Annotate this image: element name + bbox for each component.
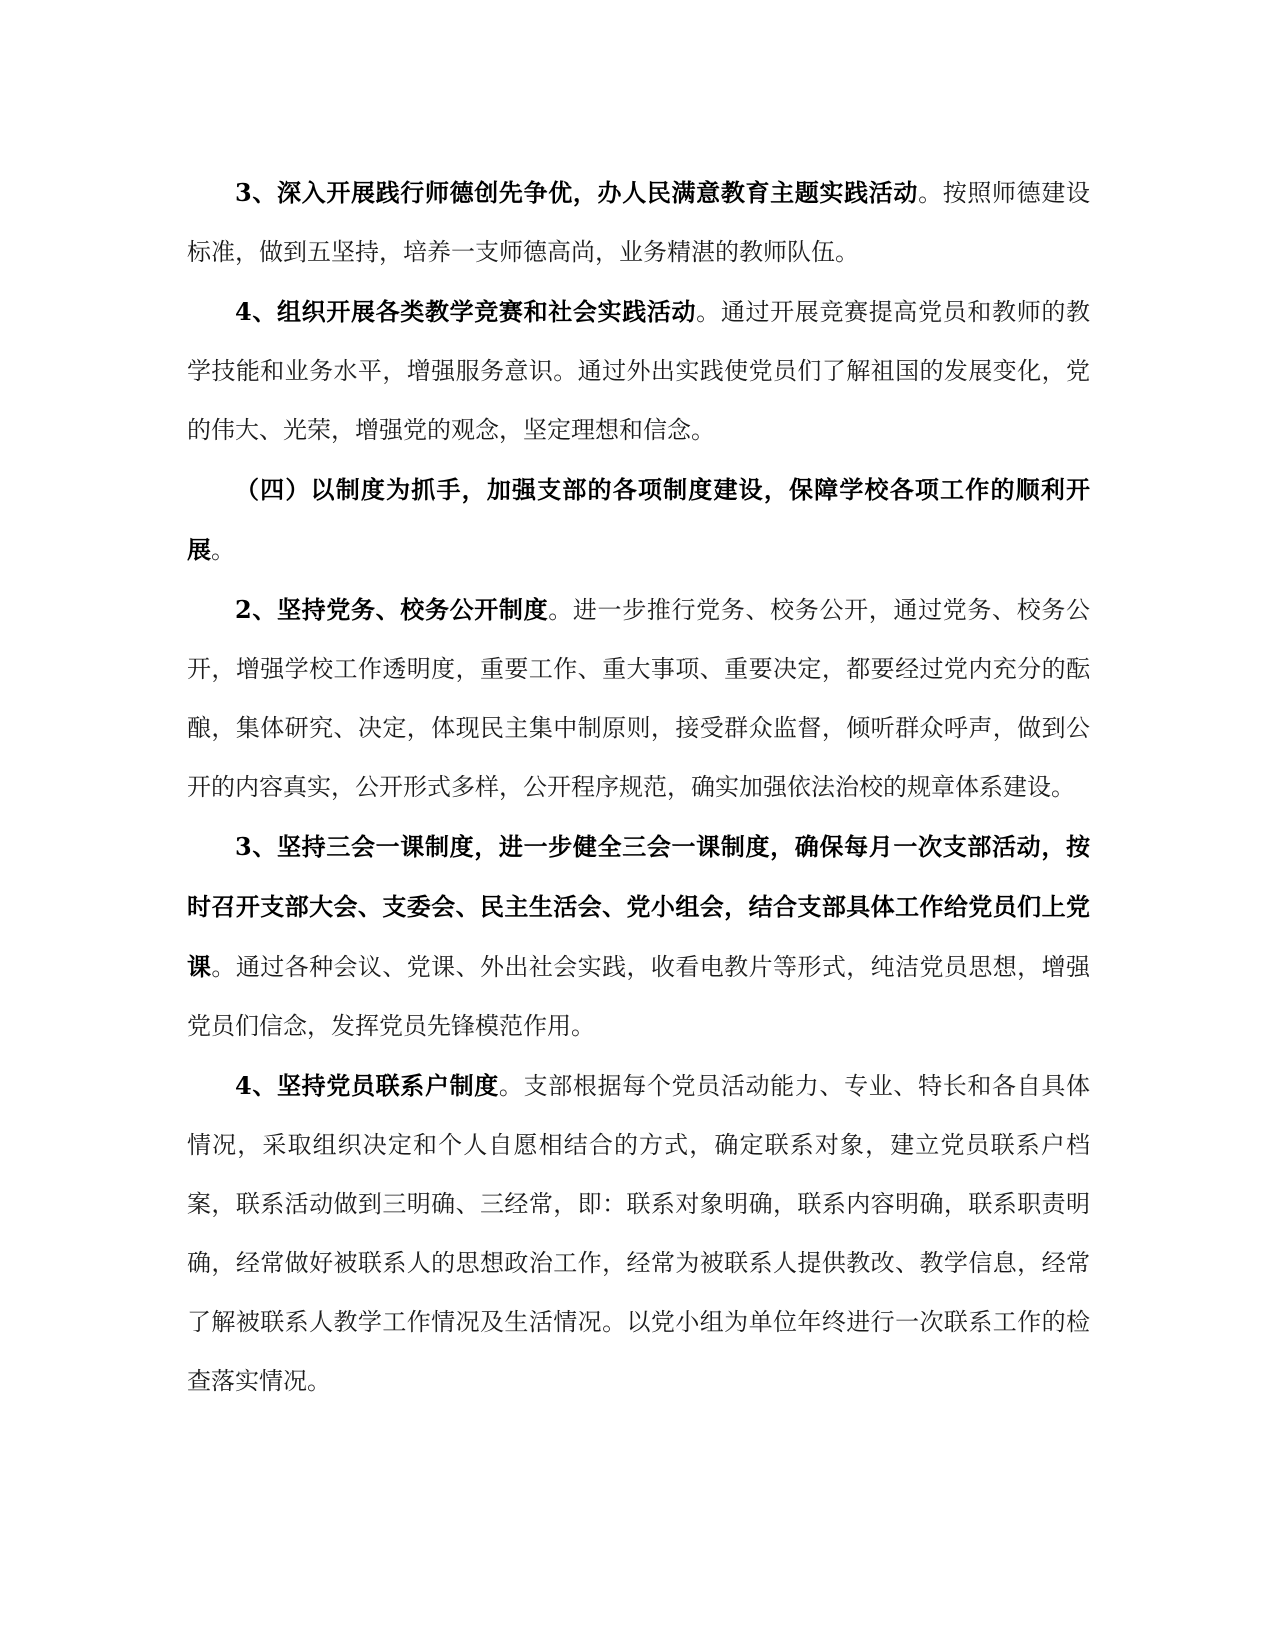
paragraph-heading: 3、坚持三会一课制度，进一步健全三会一课制度，确保每月一次支部活动，按时召开支部大会、支委会、民主生活会、党小组会，结合支部具体工作给党员们上党课 bbox=[187, 832, 1090, 981]
paragraph-text: 。通过各种会议、党课、外出社会实践，收看电教片等形式，纯洁党员思想，增强党员们信念，发挥党员先锋模范作用。 bbox=[187, 953, 1091, 1040]
paragraph-three-meetings bbox=[187, 817, 1090, 1056]
paragraph-competitions bbox=[187, 282, 1090, 460]
paragraph-heading: 4、组织开展各类教学竞赛和社会实践活动 bbox=[235, 297, 697, 326]
document-body bbox=[187, 163, 1090, 1411]
paragraph-text: 。支部根据每个党员活动能力、专业、特长和各自具体情况，采取组织决定和个人自愿相结合的方式，确定联系对象，建立党员联系户档案，联系活动做到三明确、三经常，即：联系对象明确，联系内容明确，联系职责明确，经常做好被联系人的思想政治工作，经常为被联系人提供教改、教学信息，经常了解被联系人教学工作情况及生活情况。以党小组为单位年终进行一次联系工作的检查落实情况。 bbox=[187, 1072, 1091, 1395]
section-heading-systems bbox=[187, 460, 1090, 580]
paragraph-text: 。进一步推行党务、校务公开，通过党务、校务公开，增强学校工作透明度，重要工作、重大事项、重要决定，都要经过党内充分的酝酿，集体研究、决定，体现民主集中制原则，接受群众监督，倾听群众呼声，做到公开的内容真实，公开形式多样，公开程序规范，确实加强依法治校的规章体系建设。 bbox=[187, 596, 1091, 801]
paragraph-heading: 2、坚持党务、校务公开制度 bbox=[235, 595, 549, 624]
section-heading: （四）以制度为抓手，加强支部的各项制度建设，保障学校各项工作的顺利开展 bbox=[187, 475, 1090, 564]
paragraph-text: 。按照师德建设标准，做到五坚持，培养一支师德高尚，业务精湛的教师队伍。 bbox=[187, 179, 1090, 266]
paragraph-member-contact bbox=[187, 1056, 1090, 1411]
paragraph-teacher-ethics bbox=[187, 163, 1090, 282]
paragraph-heading: 4、坚持党员联系户制度 bbox=[235, 1071, 499, 1100]
paragraph-public-affairs bbox=[187, 580, 1090, 817]
paragraph-heading: 3、深入开展践行师德创先争优，办人民满意教育主题实践活动 bbox=[235, 178, 919, 207]
paragraph-text: 。 bbox=[211, 536, 235, 564]
paragraph-text: 。通过开展竞赛提高党员和教师的教学技能和业务水平，增强服务意识。通过外出实践使党员们了解祖国的发展变化，党的伟大、光荣，增强党的观念，坚定理想和信念。 bbox=[187, 298, 1091, 444]
